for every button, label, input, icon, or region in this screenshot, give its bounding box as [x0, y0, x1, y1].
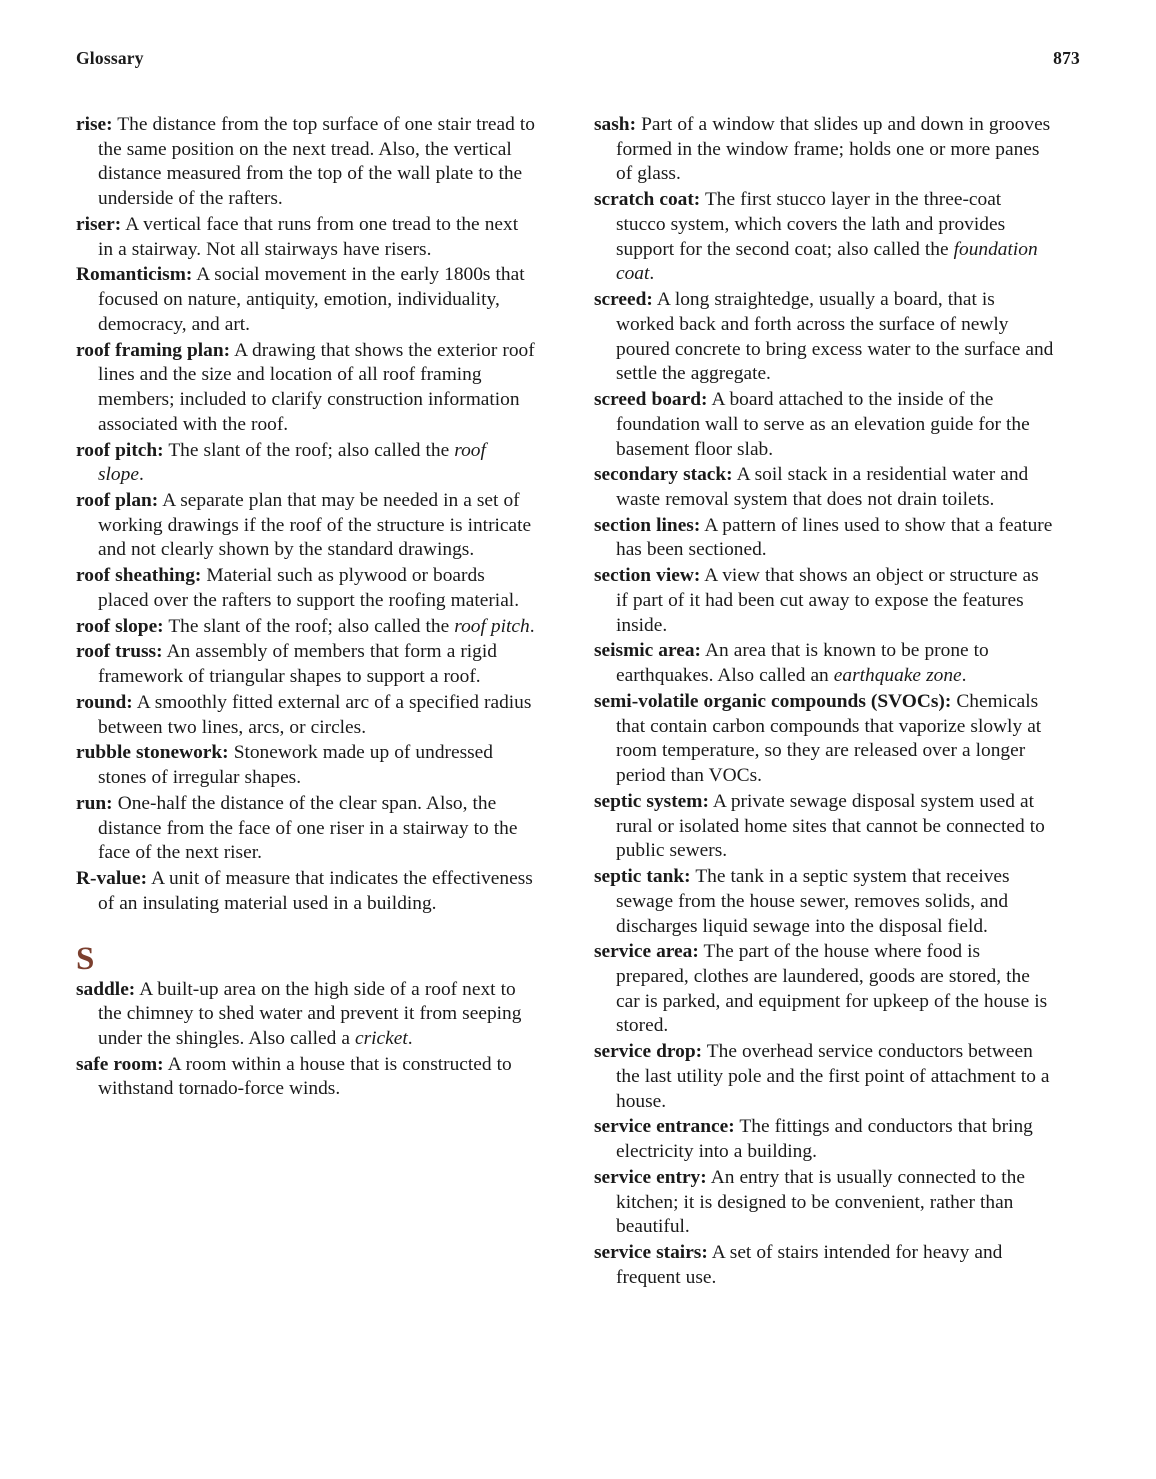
glossary-entry — [594, 1241, 1054, 1290]
glossary-entry — [76, 339, 536, 438]
glossary-definition: The tank in a septic system that receives sewage from the house sewer, removes solids, and discharges liquid sewage into the disposal field. — [616, 866, 1010, 937]
glossary-definition: An entry that is usually connected to the kitchen; it is designed to be convenient, rather than beautiful. — [616, 1166, 1025, 1238]
glossary-definition: The part of the house where food is prepared, clothes are laundered, goods are stored, the car is parked, and equipment for upkeep of the house is stored. — [616, 941, 1048, 1037]
glossary-entry — [594, 113, 1054, 187]
glossary-entry — [76, 263, 536, 337]
glossary-entry — [594, 790, 1054, 864]
glossary-cross-reference: foundation coat — [616, 238, 1038, 285]
glossary-definition: One-half the distance of the clear span. Also, the distance from the face of one riser in a stairway to the face of the next riser. — [98, 792, 518, 864]
glossary-term: septic tank: — [594, 866, 691, 888]
glossary-term: scratch coat: — [594, 189, 701, 211]
glossary-definition: The slant of the roof; also called the — [163, 439, 455, 461]
glossary-term: round: — [76, 691, 133, 713]
glossary-definition: The fittings and conductors that bring electricity into a building. — [616, 1116, 1033, 1163]
glossary-definition: A smoothly fitted external arc of a specified radius between two lines, arcs, or circles. — [98, 691, 532, 738]
running-head — [76, 48, 1080, 69]
glossary-definition: Part of a window that slides up and down in grooves formed in the window frame; holds one or more panes of glass. — [616, 114, 1051, 185]
glossary-term: safe room: — [76, 1053, 164, 1075]
glossary-term: service drop: — [594, 1041, 703, 1063]
glossary-entry — [76, 113, 536, 212]
glossary-term: service stairs: — [594, 1242, 708, 1264]
glossary-entry — [594, 463, 1054, 512]
glossary-entry — [76, 564, 536, 613]
glossary-entry — [594, 639, 1054, 688]
glossary-term: Romanticism: — [76, 264, 193, 286]
glossary-definition: A view that shows an object or structure as if part of it had been cut away to expose the features inside. — [616, 565, 1039, 636]
glossary-entry — [76, 978, 536, 1052]
glossary-term: rubble stonework: — [76, 742, 229, 764]
glossary-entry — [76, 1053, 536, 1102]
glossary-definition: The first stucco layer in the three-coat stucco system, which covers the lath and provides support for the second coat; also called the — [616, 189, 1006, 260]
glossary-entry — [594, 690, 1054, 789]
glossary-term: service area: — [594, 941, 699, 963]
glossary-definition: A pattern of lines used to show that a feature has been sectioned. — [616, 514, 1053, 561]
glossary-cross-reference: earthquake zone — [833, 665, 962, 687]
glossary-entry — [76, 741, 536, 790]
glossary-definition-tail: . — [649, 263, 655, 285]
glossary-entry — [76, 439, 536, 488]
glossary-term: seismic area: — [594, 640, 701, 662]
glossary-definition: Material such as plywood or boards placed over the rafters to support the roofing material. — [98, 565, 520, 611]
glossary-definition: An area that is known to be prone to earthquakes. Also called an — [616, 640, 989, 687]
glossary-definition: A separate plan that may be needed in a set of working drawings if the roof of the structure is intricate and not clearly shown by the standard drawings. — [98, 490, 532, 561]
glossary-definition: A drawing that shows the exterior roof lines and the size and location of all roof framing members; included to clarify construction information associated with the roof. — [98, 339, 535, 435]
glossary-term: roof pitch: — [76, 439, 164, 461]
glossary-definition: A set of stairs intended for heavy and frequent use. — [616, 1242, 1003, 1288]
glossary-entry — [76, 691, 536, 740]
glossary-entry — [76, 640, 536, 689]
glossary-entry — [594, 388, 1054, 462]
glossary-term: service entry: — [594, 1166, 707, 1188]
glossary-term: R-value: — [76, 868, 148, 890]
glossary-definition: A unit of measure that indicates the effectiveness of an insulating material used in a building. — [98, 868, 533, 914]
glossary-definition: The slant of the roof; also called the — [163, 615, 455, 637]
glossary-term: screed: — [594, 289, 653, 311]
glossary-cross-reference: roof slope — [98, 439, 486, 486]
glossary-term: run: — [76, 792, 113, 814]
glossary-cross-reference: roof pitch — [454, 615, 530, 637]
glossary-definition: Stonework made up of undressed stones of irregular shapes. — [98, 742, 493, 789]
glossary-term: roof framing plan: — [76, 339, 231, 361]
glossary-cross-reference: cricket — [355, 1027, 408, 1049]
glossary-definition-tail: . — [961, 665, 967, 687]
glossary-entry — [76, 213, 536, 262]
glossary-entry — [76, 792, 536, 866]
glossary-entry — [594, 1166, 1054, 1240]
glossary-definition: The overhead service conductors between the last utility pole and the first point of attachment to a house. — [616, 1041, 1050, 1112]
glossary-definition: A board attached to the inside of the foundation wall to serve as an elevation guide for the basement floor slab. — [616, 389, 1030, 460]
glossary-entry — [594, 1115, 1054, 1164]
glossary-term: septic system: — [594, 790, 709, 812]
glossary-entry — [594, 288, 1054, 387]
glossary-term: roof plan: — [76, 490, 159, 512]
glossary-definition: A room within a house that is constructed to withstand tornado-force winds. — [98, 1053, 512, 1100]
glossary-definition-tail: . — [138, 464, 144, 486]
glossary-column-left — [76, 113, 536, 1103]
glossary-definition: A vertical face that runs from one tread to the next in a stairway. Not all stairways have risers. — [98, 213, 519, 260]
glossary-definition: An assembly of members that form a rigid framework of triangular shapes to support a roof. — [98, 641, 497, 688]
glossary-definition-tail: . — [529, 615, 535, 637]
glossary-term: service entrance: — [594, 1116, 735, 1138]
glossary-entry — [594, 514, 1054, 563]
glossary-entry — [594, 865, 1054, 939]
page-number: 873 — [1053, 48, 1080, 68]
glossary-term: rise: — [76, 114, 113, 135]
page-title: Glossary — [76, 48, 144, 68]
glossary-entry — [76, 615, 536, 640]
glossary-definition-tail: . — [407, 1027, 413, 1049]
glossary-definition: Chemicals that contain carbon compounds that vaporize slowly at room temperature, so they are released over a longer period than VOCs. — [616, 690, 1042, 787]
glossary-entry — [594, 188, 1054, 287]
glossary-definition: A long straightedge, usually a board, that is worked back and forth across the surface of newly poured concrete to bring excess water to the surface and settle the aggregate. — [616, 289, 1054, 385]
glossary-term: semi-volatile organic compounds (SVOCs): — [594, 690, 952, 712]
glossary-entry — [594, 940, 1054, 1039]
glossary-columns — [76, 113, 1080, 1292]
glossary-term: secondary stack: — [594, 464, 733, 486]
glossary-term: roof slope: — [76, 615, 164, 637]
glossary-definition: A soil stack in a residential water and waste removal system that does not drain toilets. — [616, 464, 1029, 511]
glossary-entry — [594, 564, 1054, 638]
glossary-term: section lines: — [594, 514, 701, 536]
glossary-term: screed board: — [594, 389, 708, 411]
glossary-term: roof truss: — [76, 641, 163, 663]
glossary-term: section view: — [594, 565, 701, 587]
glossary-definition: A private sewage disposal system used at rural or isolated home sites that cannot be connected to public sewers. — [616, 790, 1045, 862]
glossary-term: saddle: — [76, 978, 136, 1000]
glossary-entry — [76, 867, 536, 916]
glossary-entry — [594, 1040, 1054, 1114]
glossary-term: sash: — [594, 114, 637, 135]
glossary-definition: A built-up area on the high side of a roof next to the chimney to shed water and prevent it from seeping under the shingles. Also called a — [98, 978, 522, 1049]
glossary-term: roof sheathing: — [76, 565, 202, 587]
glossary-entry — [76, 489, 536, 563]
glossary-definition: A social movement in the early 1800s that focused on nature, antiquity, emotion, individuality, democracy, and art. — [98, 264, 525, 335]
section-letter-heading: S — [76, 940, 95, 977]
glossary-column-right — [594, 113, 1054, 1292]
glossary-term: riser: — [76, 213, 122, 235]
glossary-definition: The distance from the top surface of one stair tread to the same position on the next tread. Also, the vertical distance measured from the top of the wall plate to the underside of the rafters. — [98, 114, 535, 210]
